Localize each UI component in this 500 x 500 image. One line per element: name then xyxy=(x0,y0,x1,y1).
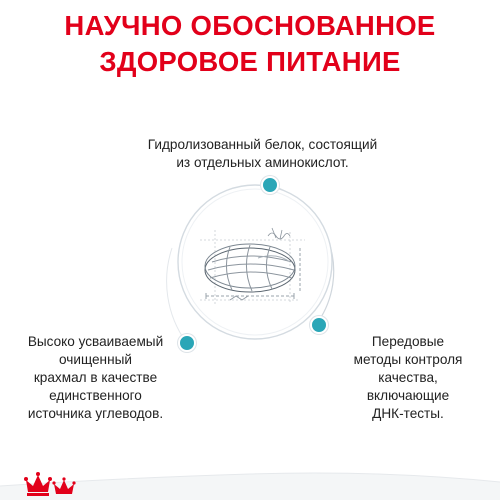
feature-left-line-2: очищенный xyxy=(59,352,132,367)
feature-marker-top xyxy=(261,176,279,194)
feature-top-line-2: из отдельных аминокислот. xyxy=(176,155,349,170)
headline-line-2: ЗДОРОВОЕ ПИТАНИЕ xyxy=(99,46,401,77)
footer-band xyxy=(0,456,500,500)
feature-left-line-1: Высоко усваиваемый xyxy=(27,334,164,349)
feature-hydrolyzed-protein xyxy=(120,136,405,172)
feature-top-line-1: Гидролизованный белок, состоящий xyxy=(147,137,378,152)
feature-right-line-5: ДНК-тесты. xyxy=(372,406,444,421)
feature-right-line-2: методы контроля xyxy=(353,352,463,367)
feature-starch xyxy=(8,333,183,423)
headline-line-1: НАУЧНО ОБОСНОВАННОЕ xyxy=(64,10,436,41)
feature-quality-control xyxy=(322,333,494,423)
feature-right-line-3: качества, xyxy=(378,370,438,385)
feature-right-line-4: включающие xyxy=(366,388,450,403)
feature-left-line-5: источника углеводов. xyxy=(27,406,164,421)
feature-left-line-4: единственного xyxy=(49,388,142,403)
feature-marker-right xyxy=(310,316,328,334)
feature-right-line-1: Передовые xyxy=(371,334,445,349)
feature-left-line-3: крахмал в качестве xyxy=(33,370,158,385)
